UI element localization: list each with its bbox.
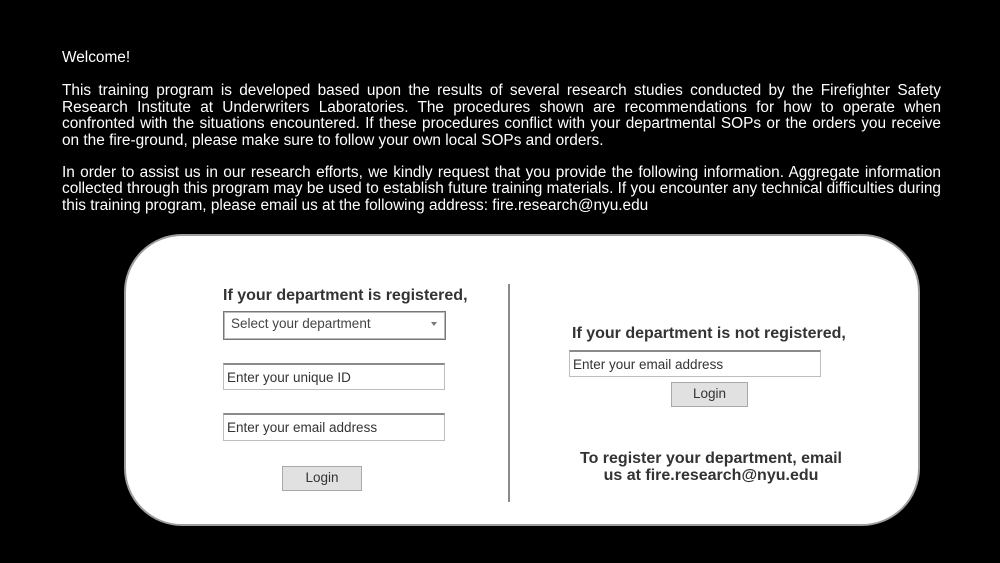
register-instructions (556, 450, 866, 484)
welcome-heading: Welcome! (62, 49, 131, 66)
department-select[interactable] (223, 311, 446, 340)
intro-text (62, 50, 941, 230)
login-panel (124, 234, 920, 526)
registered-login-button[interactable]: Login (282, 466, 362, 491)
intro-paragraph-2: In order to assist us in our research efforts, we kindly request that you provide the following information. Aggregate information collected through this program may be used to establish future training materials. If you encounter any technical difficulties during this training program, please email us at the following address: fire.research@nyu.edu (62, 164, 941, 214)
unregistered-login-button[interactable]: Login (671, 382, 748, 407)
register-instructions-line-2: us at fire.research@nyu.edu (603, 467, 819, 484)
column-divider (508, 284, 510, 502)
department-select-value: Select your department (231, 316, 371, 331)
registered-email-input[interactable] (223, 413, 445, 441)
not-registered-heading: If your department is not registered, (572, 325, 846, 342)
unique-id-input[interactable] (223, 363, 445, 390)
intro-paragraph-1: This training program is developed based upon the results of several research studies conducted by the Firefighter Safety Research Institute at Underwriters Laboratories. The procedures shown are recommendations for how to operate when confronted with the situations encountered. If these procedures conflict with your departmental SOPs or the orders you receive on the fire-ground, please make sure to follow your own local SOPs and orders. (62, 82, 941, 149)
register-instructions-line-1: To register your department, email (580, 450, 842, 467)
chevron-down-icon (431, 322, 437, 326)
unregistered-email-input[interactable] (569, 350, 821, 377)
registered-heading: If your department is registered, (223, 287, 468, 304)
